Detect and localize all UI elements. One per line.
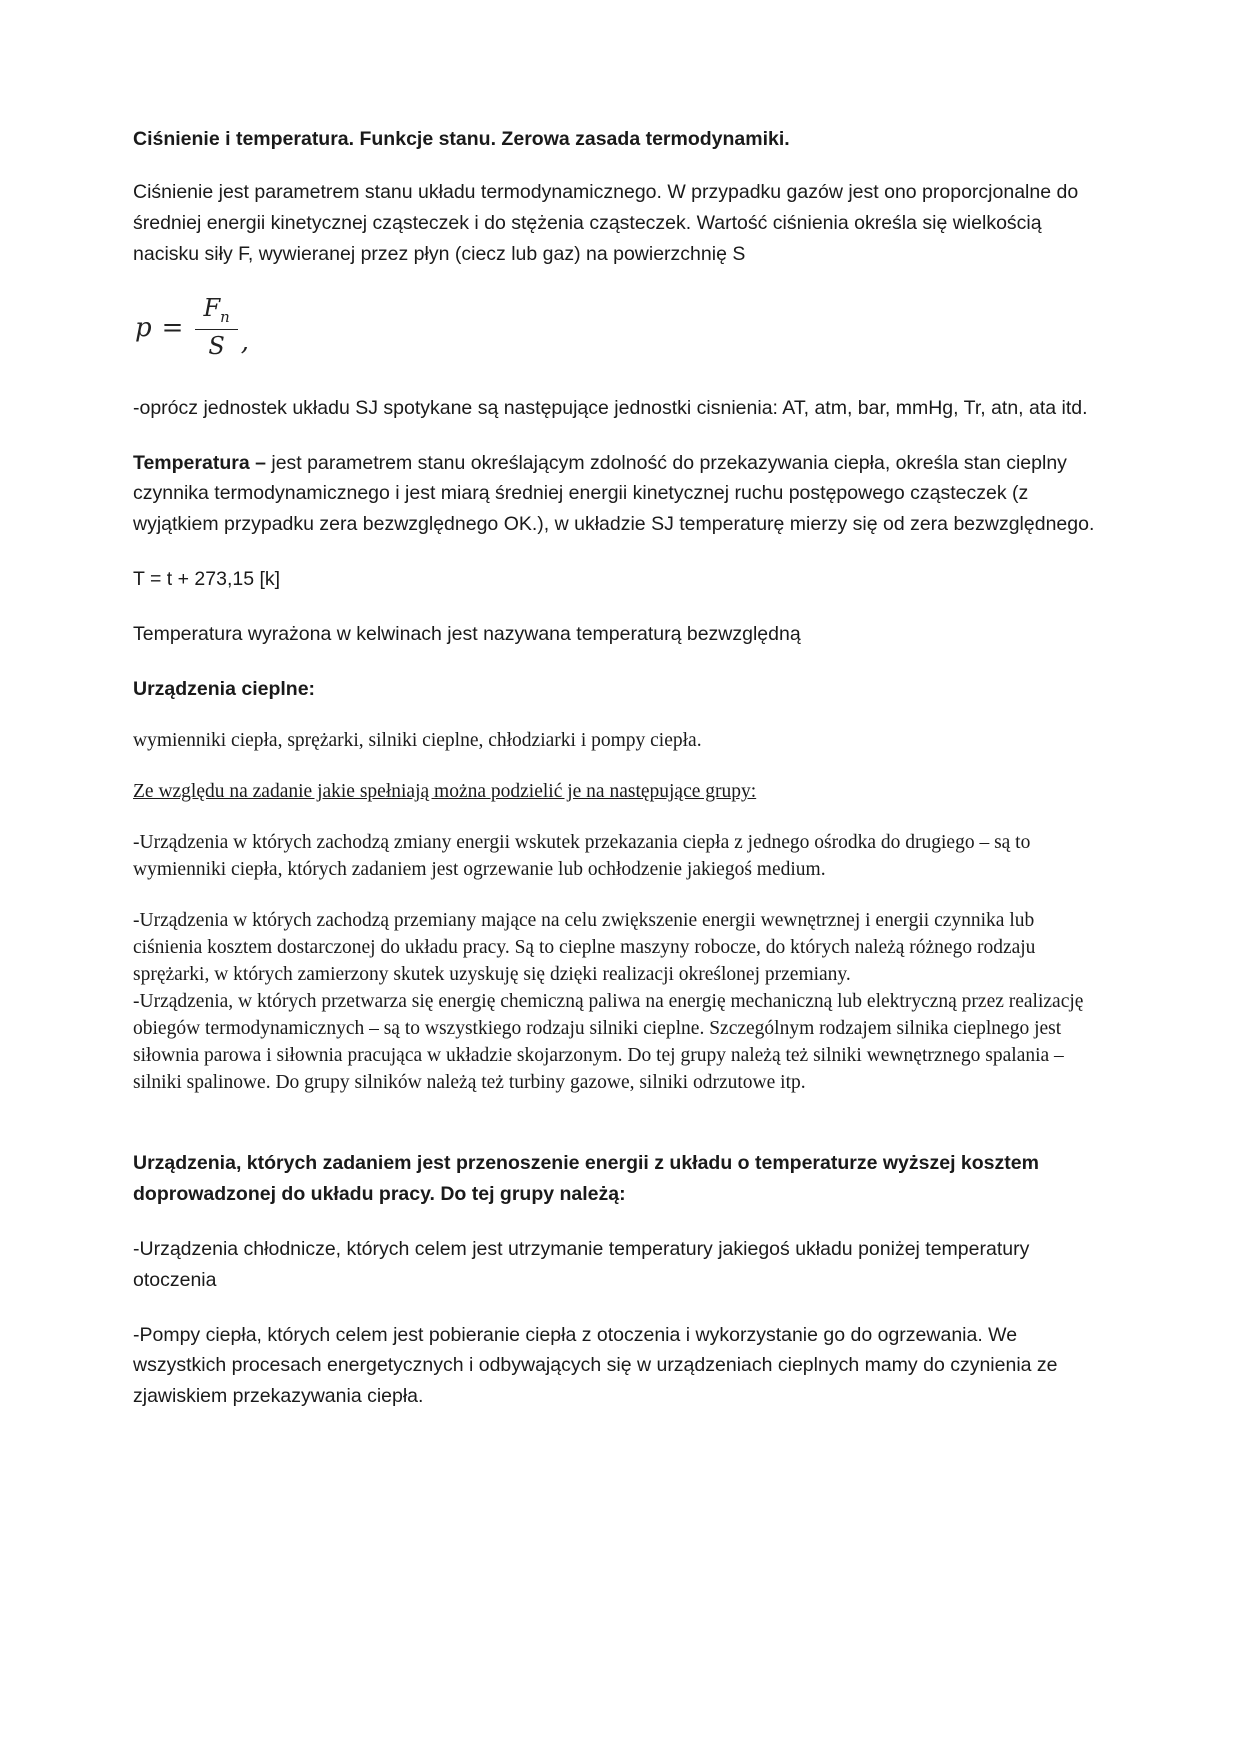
formula-variable-p: p [135,313,152,344]
formula-trailing-comma: , [240,326,249,357]
pressure-formula [135,295,1107,360]
formula-numerator-symbol: F [203,294,221,323]
paragraph-heat-pumps: -Pompy ciepła, których celem jest pobieranie ciepła z otoczenia i wykorzystanie go do ogrzewania. We wszystkich procesach energetycznych i odbywających się w urządzeniach cieplnych mamy do czynienia ze zjawiskiem przekazywania ciepła. [133,1323,1058,1408]
paragraph-grouping-intro: Ze względu na zadanie jakie spełniają można podzielić je na następujące grupy: [133,781,757,803]
paragraph-temperature-definition [133,448,1107,540]
temperature-definition-text: jest parametrem stanu określającym zdolność do przekazywania ciepła, określa stan cieplny czynnika termodynamicznego i jest miarą średniej energii kinetycznej ruchu postępowego cząsteczek (z wyjątkiem przypadku zera bezwzględnego OK.), w układzie SJ temperaturę mierzy się od zera bezwzględnego. [133,451,1095,536]
formula-numerator-subscript: n [220,308,230,327]
heading-energy-transfer-devices: Urządzenia, których zadaniem jest przenoszenie energii z układu o temperaturze wyższej kosztem doprowadzonej do układu pracy. Do tej grupy należą: [133,1152,1039,1206]
paragraph-pressure-definition: Ciśnienie jest parametrem stanu układu termodynamicznego. W przypadku gazów jest ono proporcjonalne do średniej energii kinetycznej cząsteczek i do stężenia cząsteczek. Wartość ciśnienia określa się wielkością nacisku siły F, wywieranej przez płyn (ciecz lub gaz) na powierzchnię S [133,181,1079,265]
paragraph-device-group-3: -Urządzenia, w których przetwarza się energię chemiczną paliwa na energię mechaniczną lub elektryczną przez realizację obiegów termodynamicznych – są to wszystkiego rodzaju silniki cieplne. Szczególnym rodzajem silnika cieplnego jest siłownia parowa i siłownia pracująca w układzie skojarzonym. Do tej grupy należą też silniki wewnętrznego spalania – silniki spalinowe. Do grupy silników należą też turbiny gazowe, silniki odrzutowe itp. [133,990,1084,1093]
paragraph-pressure-units: -oprócz jednostek układu SJ spotykane są następujące jednostki cisnienia: AT, atm, bar, mmHg, Tr, atn, ata itd. [133,396,1088,419]
paragraph-device-group-1: -Urządzenia w których zachodzą zmiany energii wskutek przekazania ciepła z jednego ośrodka do drugiego – są to wymienniki ciepła, których zadaniem jest ogrzewanie lub ochłodzenie jakiegoś medium. [133,832,1031,881]
heading-thermal-devices: Urządzenia cieplne: [133,677,316,700]
temperature-conversion-formula: T = t + 273,15 [k] [133,568,281,591]
paragraph-kelvin-note: Temperatura wyrażona w kelwinach jest nazywana temperaturą bezwzględną [133,622,801,645]
formula-fraction [195,295,237,360]
paragraph-device-list: wymienniki ciepła, sprężarki, silniki cieplne, chłodziarki i pompy ciepła. [133,730,702,752]
paragraph-device-group-2: -Urządzenia w których zachodzą przemiany mające na celu zwiększenie energii wewnętrznej i energii czynnika lub ciśnienia kosztem dostarczonej do układu pracy. Są to cieplne maszyny robocze, do których należą różnego rodzaju sprężarki, w których zamierzony skutek uzyskuję się dzięki realizacji określonej przemiany. [133,910,1036,985]
paragraph-cooling-devices: -Urządzenia chłodnicze, których celem jest utrzymanie temperatury jakiegoś układu poniżej temperatury otoczenia [133,1238,1030,1291]
temperature-lead-bold: Temperatura – [133,451,266,474]
document-title: Ciśnienie i temperatura. Funkcje stanu. Zerowa zasada termodynamiki. [133,128,790,150]
formula-numerator [195,295,237,330]
formula-equals-sign: = [161,313,184,344]
formula-denominator: S [208,332,225,361]
